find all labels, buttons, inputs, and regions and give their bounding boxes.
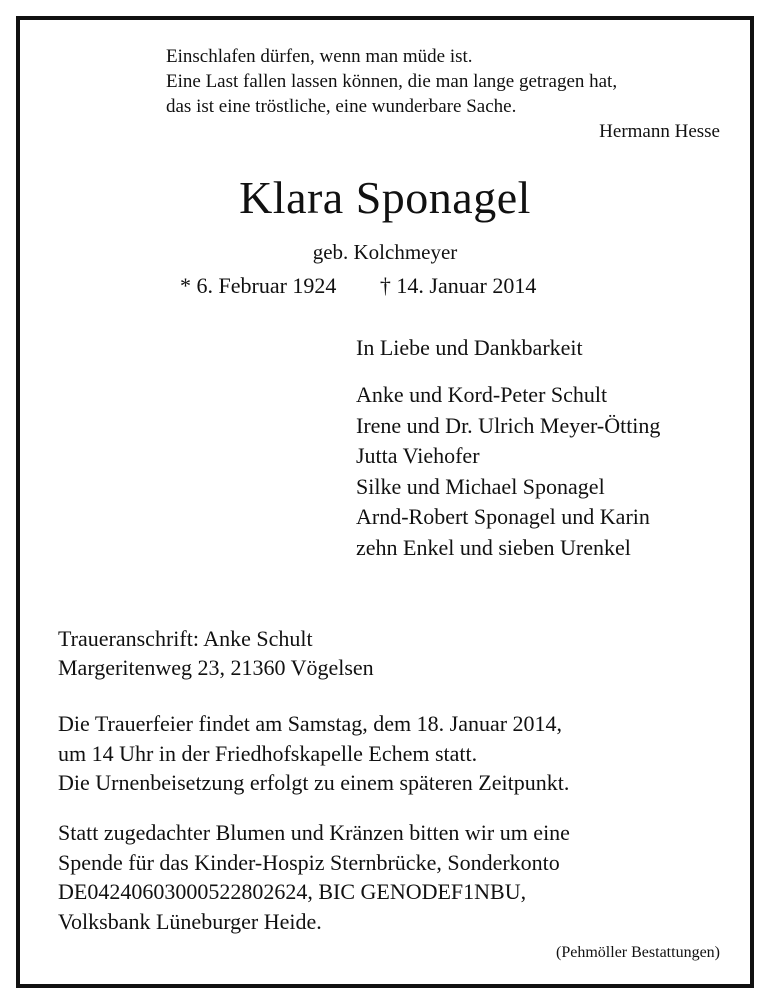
donation-line: Statt zugedachter Blumen und Kränzen bitten wir um eine [58,820,570,845]
deceased-name: Klara Sponagel [239,172,531,223]
mourner-entry: Irene und Dr. Ulrich Meyer-Ötting [356,412,661,438]
mourner-entry: zehn Enkel und sieben Urenkel [356,534,631,560]
life-dates [180,270,536,302]
death-date: † 14. Januar 2014 [379,273,537,298]
epigraph-quote [166,44,726,144]
mourner-entry: Arnd-Robert Sponagel und Karin [356,504,650,529]
quote-line: Eine Last fallen lassen können, die man lange getragen hat, [166,71,618,92]
address-line: Traueranschrift: Anke Schult [58,626,313,651]
mourner-entry: Anke und Kord-Peter Schult [356,382,608,407]
mourner-entry: Silke und Michael Sponagel [356,473,605,499]
quote-line: Einschlafen dürfen, wenn man müde ist. [166,46,473,67]
dedication-line: In Liebe und Dankbarkeit [356,335,583,360]
quote-author: Hermann Hesse [599,121,720,142]
mourner-entry: Jutta Viehofer [356,443,480,468]
donation-line: Volksbank Lüneburger Heide. [58,908,322,934]
funeral-notice-line: Die Urnenbeisetzung erfolgt zu einem späteren Zeitpunkt. [58,770,570,795]
funeral-notice [58,709,569,798]
donation-line: Spende für das Kinder-Hospiz Sternbrücke, Sonderkonto [58,849,560,875]
maiden-name: geb. Kolchmeyer [312,240,458,264]
quote-line: das ist eine tröstliche, eine wunderbare Sache. [166,96,517,117]
undertaker-credit: (Pehmöller Bestattungen) [556,944,720,961]
mourners-list [356,380,660,563]
funeral-notice-line: um 14 Uhr in der Friedhofskapelle Echem statt. [58,740,478,766]
address-line: Margeritenweg 23, 21360 Vögelsen [58,655,374,680]
donation-request [58,818,570,936]
funeral-notice-line: Die Trauerfeier findet am Samstag, dem 18. Januar 2014, [58,711,563,736]
donation-line: DE04240603000522802624, BIC GENODEF1NBU, [58,879,527,904]
mourning-address [58,624,374,682]
birth-date: * 6. Februar 1924 [180,273,337,298]
